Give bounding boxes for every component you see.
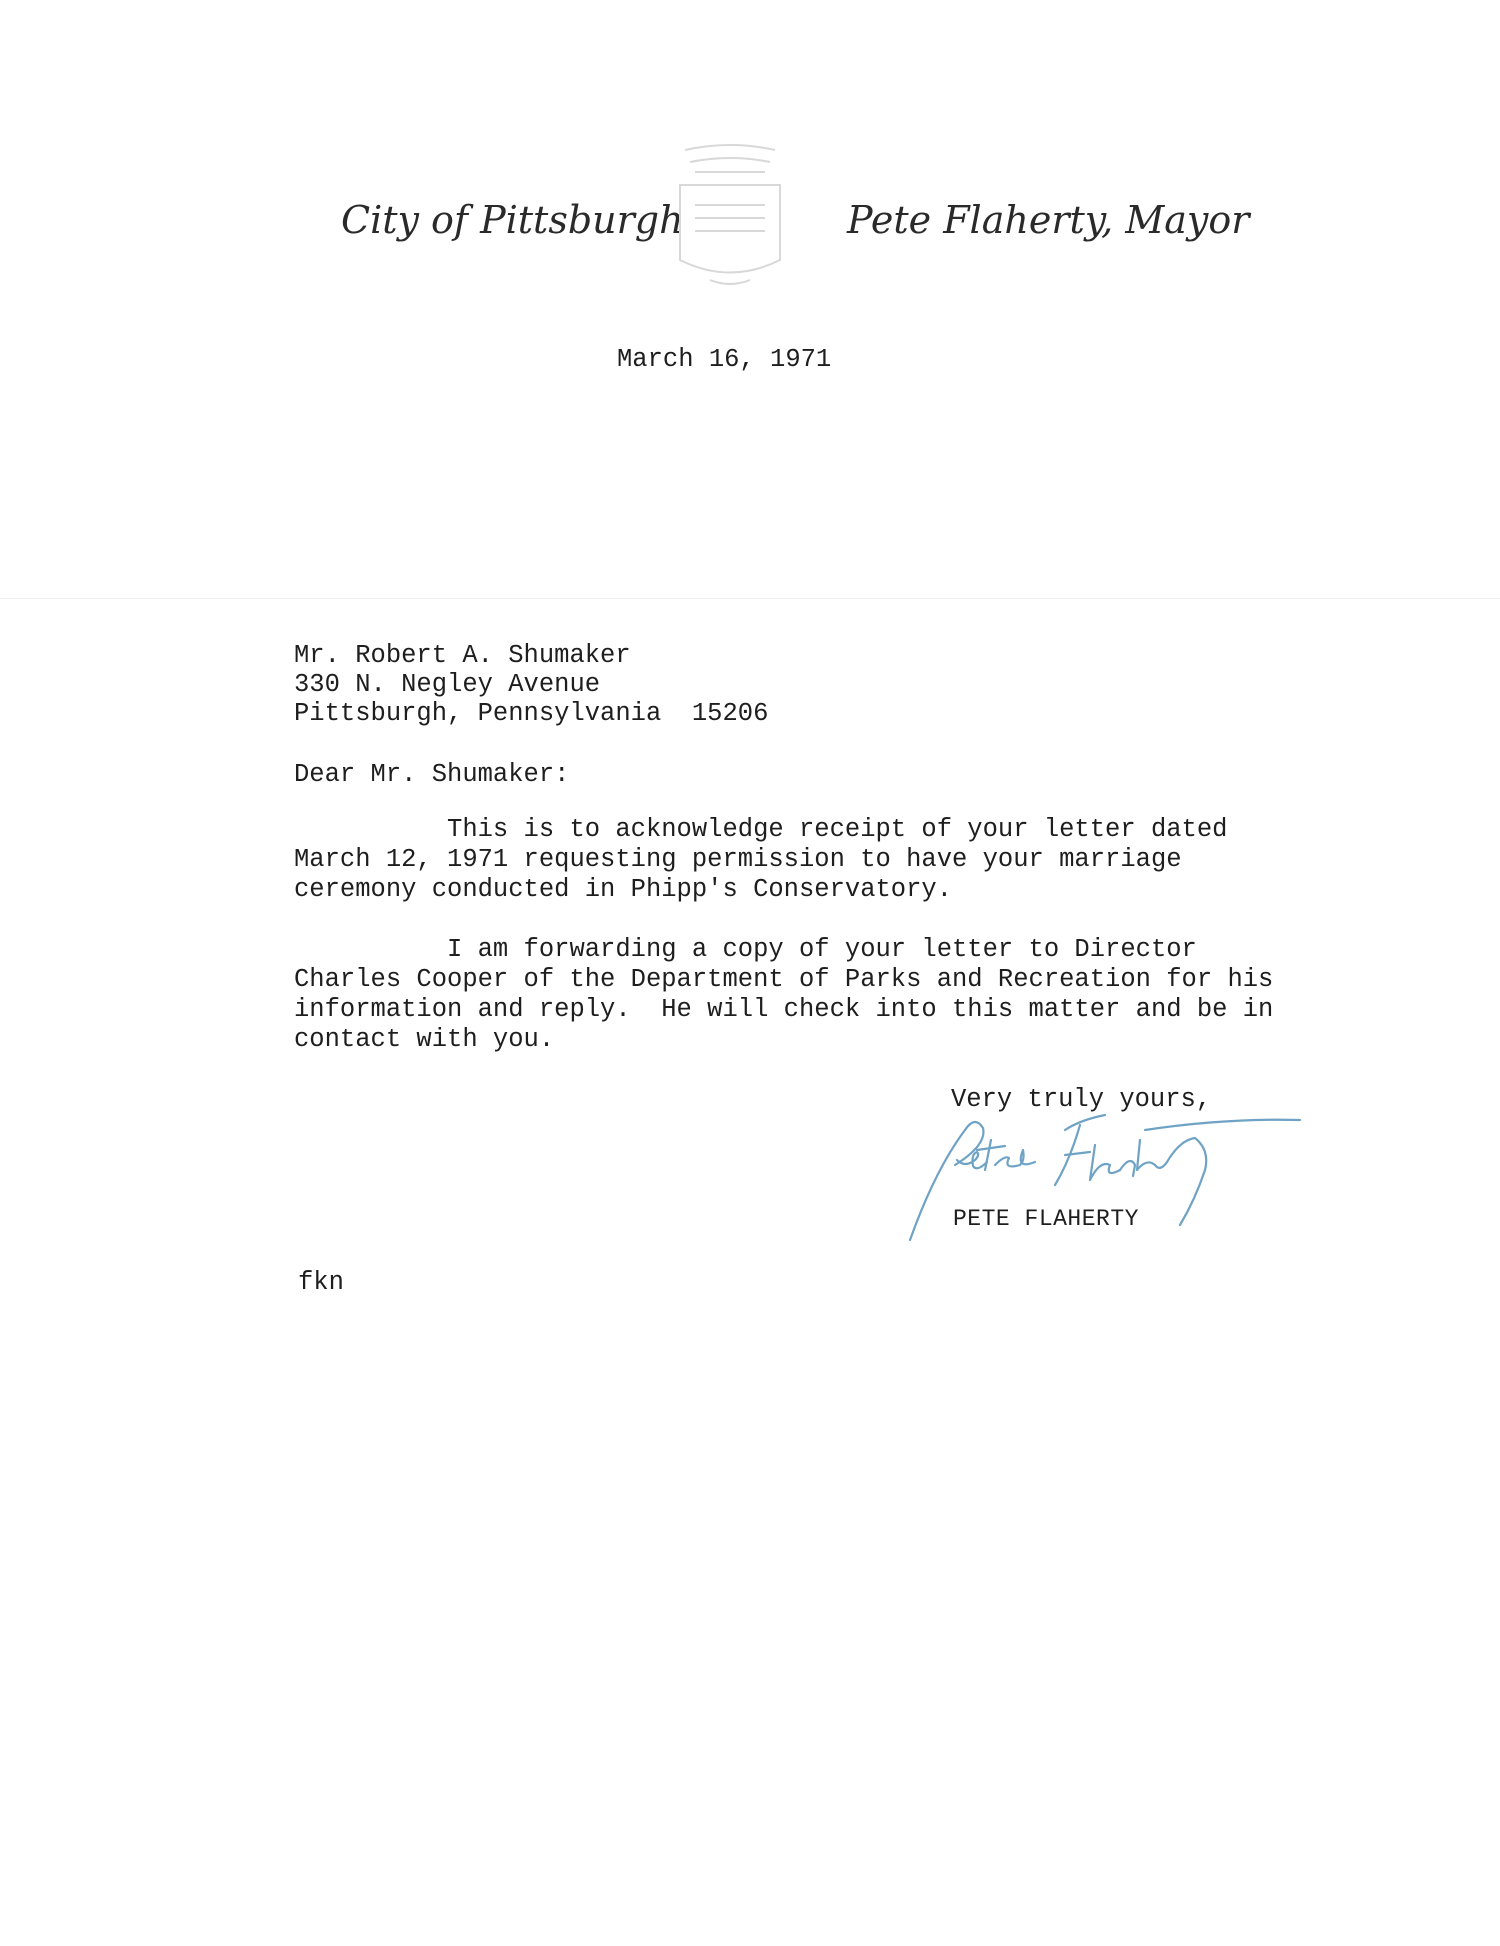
signer-name: PETE FLAHERTY [953,1206,1139,1232]
letterhead-city: City of Pittsburgh [341,198,684,242]
salutation: Dear Mr. Shumaker: [294,760,570,789]
body-paragraph-2: I am forwarding a copy of your letter to Director Charles Cooper of the Department of Parks and Recreation for his information and reply. He will check into this matter and be in contact with you. [294,935,1274,1054]
typist-initials: fkn [298,1268,344,1297]
letterhead-mayor: Pete Flaherty, Mayor [847,198,1250,242]
recipient-street: 330 N. Negley Avenue [294,670,601,699]
recipient-city: Pittsburgh, Pennsylvania 15206 [294,699,769,728]
city-seal-emboss [655,120,805,300]
body-paragraph-1: This is to acknowledge receipt of your letter dated March 12, 1971 requesting permission to have your marriage ceremony conducted in Phipp's Conservatory. [294,815,1228,904]
paper-fold-line [0,598,1500,599]
letter-date: March 16, 1971 [617,345,832,374]
closing: Very truly yours, [951,1085,1212,1114]
recipient-name: Mr. Robert A. Shumaker [294,641,631,670]
